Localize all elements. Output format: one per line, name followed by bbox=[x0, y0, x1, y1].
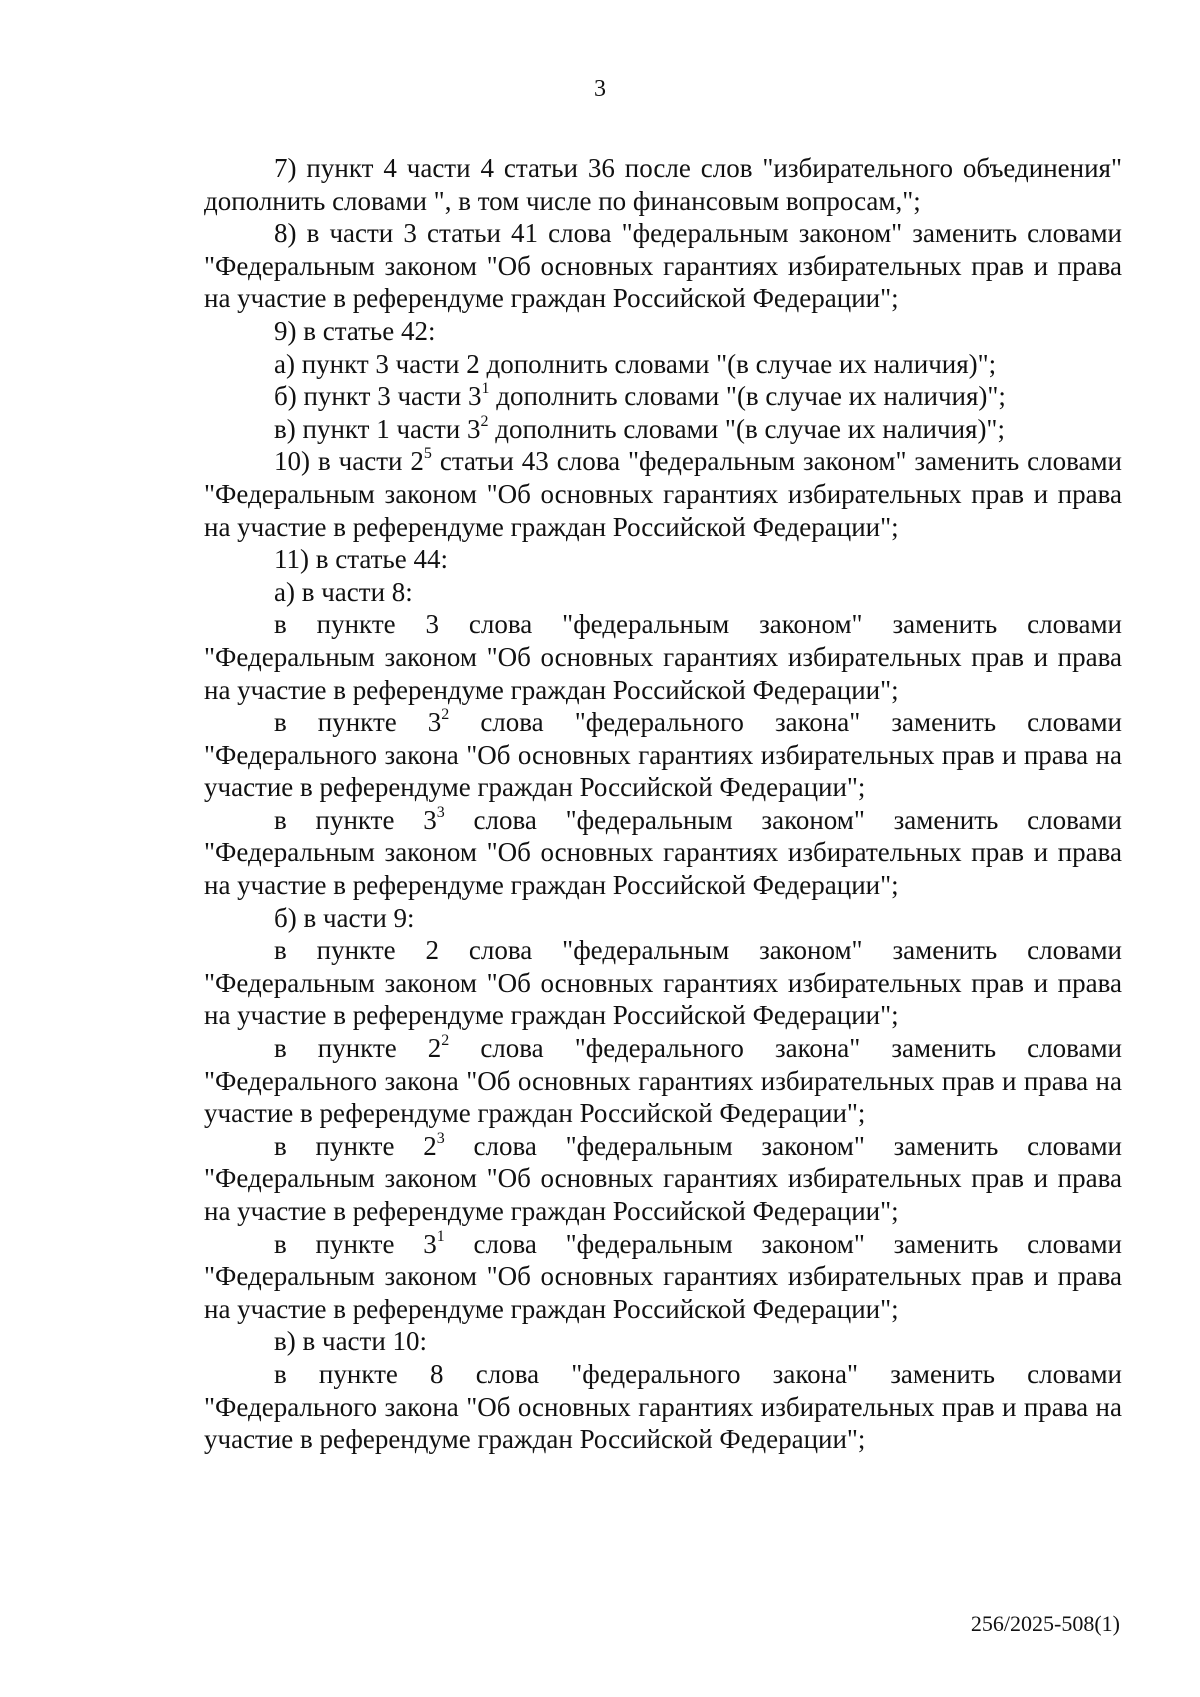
paragraph-text: в пункте 2 bbox=[274, 1033, 442, 1064]
paragraph bbox=[204, 804, 1122, 902]
paragraph bbox=[204, 380, 1122, 413]
paragraph bbox=[204, 1325, 1122, 1358]
paragraph bbox=[204, 315, 1122, 348]
paragraph-text: в пункте 3 слова "федеральным законом" заменить словами "Федеральным законом "Об основных гарантиях избирательных прав и права на участие в референдуме граждан Российской Федерации"; bbox=[204, 609, 1122, 705]
paragraph-text: в) в части 10: bbox=[274, 1326, 428, 1357]
paragraph-text: 11) в статье 44: bbox=[274, 544, 448, 575]
paragraph-text: в) пункт 1 части 3 bbox=[274, 413, 481, 444]
paragraph-text: 10) в части 2 bbox=[274, 446, 424, 477]
paragraph bbox=[204, 1358, 1122, 1456]
superscript-index: 5 bbox=[423, 445, 432, 463]
paragraph-text: слова "федерального закона" заменить словами "Федерального закона "Об основных гарантиях избирательных прав и права на участие в референдуме граждан Российской Федерации"; bbox=[204, 1033, 1122, 1129]
paragraph bbox=[204, 934, 1122, 1032]
paragraph bbox=[204, 902, 1122, 935]
paragraph-text: дополнить словами "(в случае их наличия)"; bbox=[489, 381, 1006, 412]
paragraph bbox=[204, 1032, 1122, 1130]
paragraph bbox=[204, 1228, 1122, 1326]
paragraph-text: в пункте 2 bbox=[274, 1130, 437, 1161]
superscript-index: 3 bbox=[436, 803, 445, 821]
paragraph-text: в пункте 3 bbox=[274, 1228, 437, 1259]
superscript-index: 2 bbox=[480, 412, 489, 430]
paragraph-text: а) в части 8: bbox=[274, 576, 413, 607]
paragraph bbox=[204, 543, 1122, 576]
superscript-index: 1 bbox=[436, 1227, 445, 1245]
paragraph bbox=[204, 348, 1122, 381]
paragraph bbox=[204, 1130, 1122, 1228]
paragraph-text: 7) пункт 4 части 4 статьи 36 после слов "избирательного объединения" дополнить словами ", в том числе по финансовым вопросам,"; bbox=[204, 153, 1122, 216]
document-code: 256/2025-508(1) bbox=[970, 1611, 1120, 1636]
paragraph-text: в пункте 3 bbox=[274, 707, 442, 738]
paragraph-text: дополнить словами "(в случае их наличия)"; bbox=[488, 413, 1005, 444]
paragraph-text: статьи 43 слова "федеральным законом" заменить словами "Федеральным законом "Об основных гарантиях избирательных прав и права на участие в референдуме граждан Российской Федерации"; bbox=[204, 446, 1122, 542]
paragraph-text: слова "федеральным законом" заменить словами "Федеральным законом "Об основных гарантиях избирательных прав и права на участие в референдуме граждан Российской Федерации"; bbox=[204, 1228, 1122, 1324]
paragraph bbox=[204, 576, 1122, 609]
paragraph bbox=[204, 152, 1122, 217]
paragraph-text: слова "федеральным законом" заменить словами "Федеральным законом "Об основных гарантиях избирательных прав и права на участие в референдуме граждан Российской Федерации"; bbox=[204, 804, 1122, 901]
paragraph bbox=[204, 445, 1122, 543]
page-number: 3 bbox=[594, 76, 606, 102]
superscript-index: 2 bbox=[441, 706, 450, 724]
paragraph bbox=[204, 608, 1122, 706]
paragraph-text: а) пункт 3 части 2 дополнить словами "(в случае их наличия)"; bbox=[274, 348, 997, 379]
superscript-index: 2 bbox=[441, 1032, 450, 1050]
paragraph-text: б) пункт 3 части 3 bbox=[274, 381, 482, 412]
paragraph bbox=[204, 217, 1122, 315]
paragraph-text: слова "федеральным законом" заменить словами "Федеральным законом "Об основных гарантиях избирательных прав и права на участие в референдуме граждан Российской Федерации"; bbox=[204, 1130, 1122, 1226]
paragraph bbox=[204, 413, 1122, 446]
superscript-index: 1 bbox=[481, 380, 490, 398]
paragraph-text: 8) в части 3 статьи 41 слова "федеральным законом" заменить словами "Федеральным законом "Об основных гарантиях избирательных прав и права на участие в референдуме граждан Российской Федерации"; bbox=[204, 218, 1122, 314]
paragraph-text: слова "федерального закона" заменить словами "Федерального закона "Об основных гарантиях избирательных прав и права на участие в референдуме граждан Российской Федерации"; bbox=[204, 707, 1122, 803]
paragraph-text: в пункте 8 слова "федерального закона" заменить словами "Федерального закона "Об основных гарантиях избирательных прав и права на участие в референдуме граждан Российской Федерации"; bbox=[204, 1358, 1122, 1455]
paragraph-text: б) в части 9: bbox=[274, 902, 415, 933]
document-body bbox=[204, 152, 1122, 1456]
paragraph bbox=[204, 706, 1122, 804]
paragraph-text: в пункте 3 bbox=[274, 804, 437, 835]
paragraph-text: 9) в статье 42: bbox=[274, 315, 436, 346]
paragraph-text: в пункте 2 слова "федеральным законом" заменить словами "Федеральным законом "Об основных гарантиях избирательных прав и права на участие в референдуме граждан Российской Федерации"; bbox=[204, 935, 1122, 1031]
superscript-index: 3 bbox=[436, 1129, 445, 1147]
